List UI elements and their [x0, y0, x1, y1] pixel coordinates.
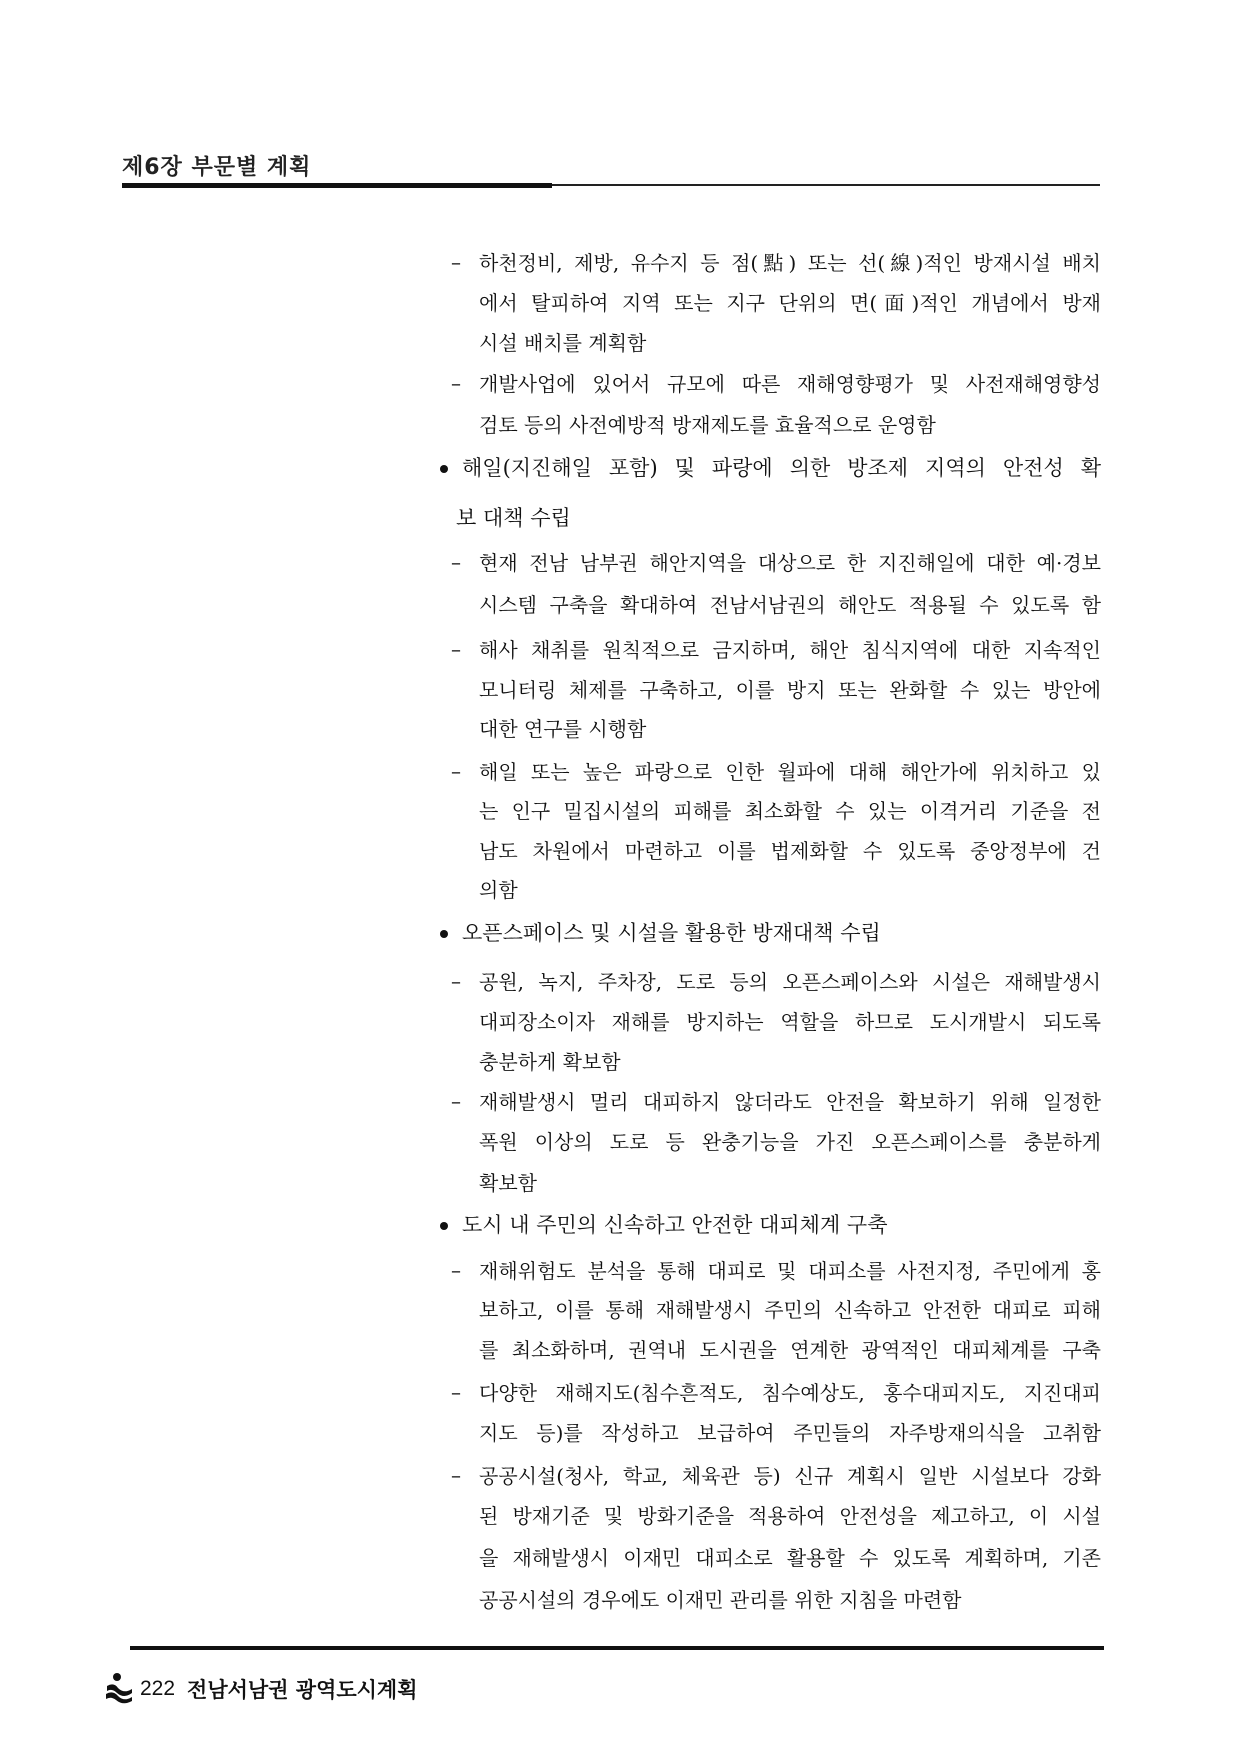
publisher-logo-icon — [104, 1672, 134, 1706]
dash-marker: – — [451, 759, 461, 783]
text-line: 검토 등의 사전예방적 방재제도를 효율적으로 운영함 — [479, 413, 936, 437]
bullet-icon — [440, 465, 448, 473]
text-line: 는 인구 밀집시설의 피해를 최소화할 수 있는 이격거리 기준을 전 — [479, 799, 1101, 823]
text-line: 하천정비, 제방, 유수지 등 점(點) 또는 선(線)적인 방재시설 배치 — [479, 251, 1101, 275]
header-rule-thick — [122, 183, 552, 188]
dash-marker: – — [451, 637, 461, 661]
dash-marker: – — [451, 969, 461, 993]
dash-marker: – — [451, 1089, 461, 1113]
text-line: 에서 탈피하여 지역 또는 지구 단위의 면(面)적인 개념에서 방재 — [479, 291, 1101, 315]
chapter-title: 제6장 부문별 계획 — [122, 155, 312, 180]
dash-marker: – — [451, 250, 461, 274]
text-line: 시설 배치를 계획함 — [479, 331, 647, 355]
text-line: 현재 전남 남부권 해안지역을 대상으로 한 지진해일에 대한 예·경보 — [479, 551, 1101, 575]
dash-marker: – — [451, 1463, 461, 1487]
text-line: 충분하게 확보함 — [479, 1050, 621, 1074]
text-line: 를 최소화하며, 권역내 도시권을 연계한 광역적인 대피체계를 구축 — [479, 1338, 1101, 1362]
text-line: 재해위험도 분석을 통해 대피로 및 대피소를 사전지정, 주민에게 홍 — [479, 1259, 1101, 1283]
book-title: 전남서남권 광역도시계획 — [187, 1678, 418, 1702]
text-line: 재해발생시 멀리 대피하지 않더라도 안전을 확보하기 위해 일정한 — [479, 1090, 1101, 1114]
bullet-heading: 도시 내 주민의 신속하고 안전한 대피체계 구축 — [462, 1213, 888, 1237]
text-line: 모니터링 체제를 구축하고, 이를 방지 또는 완화할 수 있는 방안에 — [479, 678, 1101, 702]
text-line: 대한 연구를 시행함 — [479, 717, 647, 741]
text-line: 지도 등)를 작성하고 보급하여 주민들의 자주방재의식을 고취함 — [479, 1421, 1101, 1445]
footer — [104, 1672, 418, 1706]
bullet-icon — [440, 930, 448, 938]
dash-marker: – — [451, 371, 461, 395]
text-line: 대피장소이자 재해를 방지하는 역할을 하므로 도시개발시 되도록 — [479, 1010, 1101, 1034]
text-line: 해일 또는 높은 파랑으로 인한 월파에 대해 해안가에 위치하고 있 — [479, 760, 1101, 784]
text-line: 된 방재기준 및 방화기준을 적용하여 안전성을 제고하고, 이 시설 — [479, 1504, 1101, 1528]
text-line: 보 대책 수립 — [456, 506, 571, 530]
text-line: 확보함 — [479, 1171, 537, 1195]
page-number: 222 — [140, 1677, 176, 1700]
dash-marker: – — [451, 550, 461, 574]
text-line: 개발사업에 있어서 규모에 따른 재해영향평가 및 사전재해영향성 — [479, 372, 1101, 396]
text-line: 남도 차원에서 마련하고 이를 법제화할 수 있도록 중앙정부에 건 — [479, 839, 1101, 863]
text-line: 보하고, 이를 통해 재해발생시 주민의 신속하고 안전한 대피로 피해 — [479, 1298, 1101, 1322]
text-line: 시스템 구축을 확대하여 전남서남권의 해안도 적용될 수 있도록 함 — [479, 593, 1101, 617]
text-line: 폭원 이상의 도로 등 완충기능을 가진 오픈스페이스를 충분하게 — [479, 1130, 1101, 1154]
text-line: 다양한 재해지도(침수흔적도, 침수예상도, 홍수대피지도, 지진대피 — [479, 1381, 1101, 1405]
text-line: 공공시설(청사, 학교, 체육관 등) 신규 계획시 일반 시설보다 강화 — [479, 1464, 1101, 1488]
text-line: 을 재해발생시 이재민 대피소로 활용할 수 있도록 계획하며, 기존 — [479, 1546, 1101, 1570]
text-line: 공공시설의 경우에도 이재민 관리를 위한 지침을 마련함 — [479, 1588, 962, 1612]
dash-marker: – — [451, 1258, 461, 1282]
bullet-heading: 해일(지진해일 포함) 및 파랑에 의한 방조제 지역의 안전성 확 — [462, 456, 1101, 480]
dash-marker: – — [451, 1380, 461, 1404]
text-line: 의함 — [479, 878, 518, 902]
footer-rule — [130, 1646, 1104, 1650]
bullet-heading: 오픈스페이스 및 시설을 활용한 방재대책 수립 — [462, 921, 881, 945]
text-line: 해사 채취를 원칙적으로 금지하며, 해안 침식지역에 대한 지속적인 — [479, 638, 1101, 662]
bullet-icon — [440, 1222, 448, 1230]
header-rule-thin — [552, 184, 1100, 186]
text-line: 공원, 녹지, 주차장, 도로 등의 오픈스페이스와 시설은 재해발생시 — [479, 970, 1101, 994]
